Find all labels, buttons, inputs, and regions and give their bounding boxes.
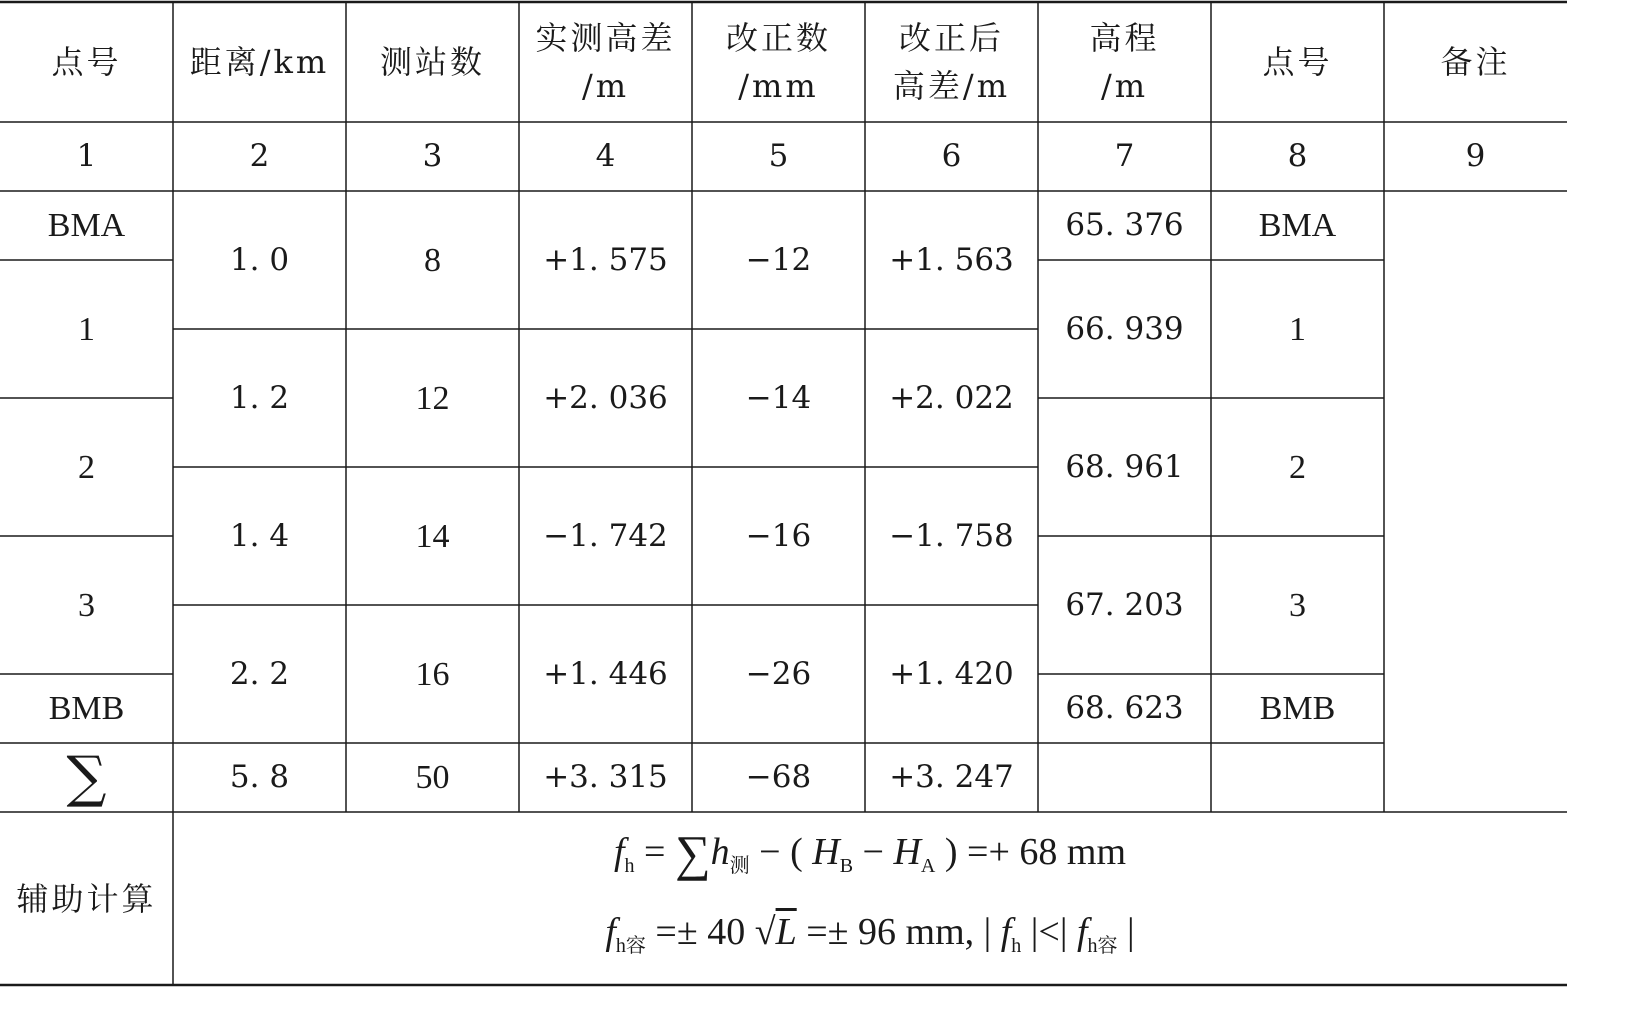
sigma-symbol: ∑ [674, 824, 711, 881]
point-name-right: 3 [1289, 586, 1306, 624]
column-number: 9 [1465, 138, 1486, 175]
fh-symbol-subscript: h [1011, 934, 1022, 957]
ha-symbol-subscript: A [920, 854, 936, 877]
segment-measured-dh: −1. 742 [543, 517, 668, 554]
header-text: 点号 [1262, 43, 1333, 81]
header-text: 测站数 [379, 43, 485, 81]
point-name: 1 [78, 310, 95, 348]
point-name: 3 [78, 586, 95, 624]
segment-distance: 1. 4 [229, 517, 290, 554]
segment-measured-dh: +1. 446 [543, 655, 668, 692]
point-name: 2 [78, 448, 95, 486]
column-number: 6 [941, 138, 962, 175]
sum-distance: 5. 8 [229, 759, 290, 796]
h-measured-symbol: h [710, 830, 730, 873]
elevation-value: 68. 623 [1065, 690, 1184, 727]
fh-allow-symbol: f [1076, 910, 1088, 953]
minus-paren: − ( [749, 830, 813, 873]
aux-label: 辅助计算 [16, 879, 157, 918]
fh-symbol-subscript: h [624, 854, 635, 877]
segment-corrected-dh: +2. 022 [889, 379, 1014, 416]
point-name-right: BMB [1259, 690, 1336, 727]
allowable-coefficient: =± 40 √ [645, 910, 776, 953]
segment-distance: 2. 2 [229, 655, 290, 692]
column-number: 2 [249, 138, 270, 175]
sum-correction: −68 [745, 759, 812, 796]
elevation-value: 66. 939 [1065, 310, 1184, 347]
less-than: |<| [1021, 910, 1077, 953]
point-name: BMA [47, 207, 126, 244]
point-name-right: BMA [1258, 207, 1337, 244]
point-name: BMB [48, 690, 125, 727]
header-text: 高差/m [892, 67, 1011, 105]
fh-allow-symbol: f [605, 910, 616, 953]
elevation-value: 68. 961 [1065, 448, 1184, 485]
column-number: 7 [1114, 138, 1135, 175]
column-number: 5 [768, 138, 789, 175]
column-number: 4 [595, 138, 616, 175]
segment-corrected-dh: −1. 758 [889, 517, 1014, 554]
segment-correction: −12 [745, 241, 812, 278]
ha-symbol: H [893, 830, 921, 873]
header-text: /mm [738, 67, 819, 105]
segment-correction: −14 [745, 379, 812, 416]
header-text: 距离/km [189, 43, 330, 81]
segment-stations: 16 [415, 655, 450, 693]
sum-stations: 50 [415, 759, 450, 796]
fh-allow-symbol-subscript: h容 [615, 934, 646, 957]
fh-allow-symbol-subscript: h容 [1087, 934, 1118, 957]
hb-symbol: H [812, 830, 840, 873]
header-point_right [1211, 2, 1384, 122]
segment-stations: 8 [424, 241, 441, 279]
header-corrected_dh [865, 2, 1038, 122]
header-text: 点号 [51, 43, 122, 81]
segment-distance: 1. 2 [229, 379, 290, 416]
elevation-value: 67. 203 [1065, 586, 1184, 623]
header-stations [346, 2, 519, 122]
header-text: 改正后 [898, 19, 1004, 57]
header-correction [692, 2, 865, 122]
column-number: 8 [1287, 138, 1308, 175]
header-text: /m [1100, 67, 1149, 105]
column-number: 3 [422, 138, 443, 175]
segment-correction: −16 [745, 517, 812, 554]
fh-symbol: f [613, 830, 625, 873]
segment-corrected-dh: +1. 563 [889, 241, 1014, 278]
sum-symbol: ∑ [66, 744, 107, 810]
closure-result: ) =+ 68 mm [935, 830, 1127, 873]
segment-correction: −26 [745, 655, 812, 692]
header-text: 改正数 [725, 19, 831, 57]
fh-symbol: f [1000, 910, 1012, 953]
allowable-result: =± 96 mm, | [796, 910, 1001, 953]
elevation-value: 65. 376 [1065, 207, 1184, 244]
header-remarks [1384, 2, 1567, 122]
segment-stations: 12 [415, 379, 450, 417]
segment-measured-dh: +2. 036 [543, 379, 668, 416]
header-point [0, 2, 173, 122]
allowable-error-formula [605, 899, 1134, 979]
segment-stations: 14 [415, 517, 450, 555]
closure-error-formula [614, 819, 1126, 899]
segment-distance: 1. 0 [229, 241, 290, 278]
header-elevation [1038, 2, 1211, 122]
h-measured-symbol-subscript: 测 [729, 854, 750, 877]
column-number: 1 [76, 138, 97, 175]
sum-measured-dh: +3. 315 [543, 759, 668, 796]
point-name-right: 2 [1289, 448, 1306, 486]
header-text: /m [581, 67, 630, 105]
segment-corrected-dh: +1. 420 [889, 655, 1014, 692]
abs-bar: | [1117, 910, 1135, 953]
length-symbol: L [775, 910, 797, 953]
sum-corrected-dh: +3. 247 [889, 759, 1014, 796]
header-text: 备注 [1440, 43, 1511, 81]
header-text: 实测高差 [535, 19, 676, 57]
header-distance [173, 2, 346, 122]
hb-symbol-subscript: B [839, 854, 854, 877]
aux-formulas [173, 812, 1567, 985]
header-measured_dh [519, 2, 692, 122]
segment-measured-dh: +1. 575 [543, 241, 668, 278]
header-text: 高程 [1089, 19, 1160, 57]
minus: − [853, 830, 894, 873]
point-name-right: 1 [1289, 310, 1306, 348]
equals: = [634, 830, 675, 873]
